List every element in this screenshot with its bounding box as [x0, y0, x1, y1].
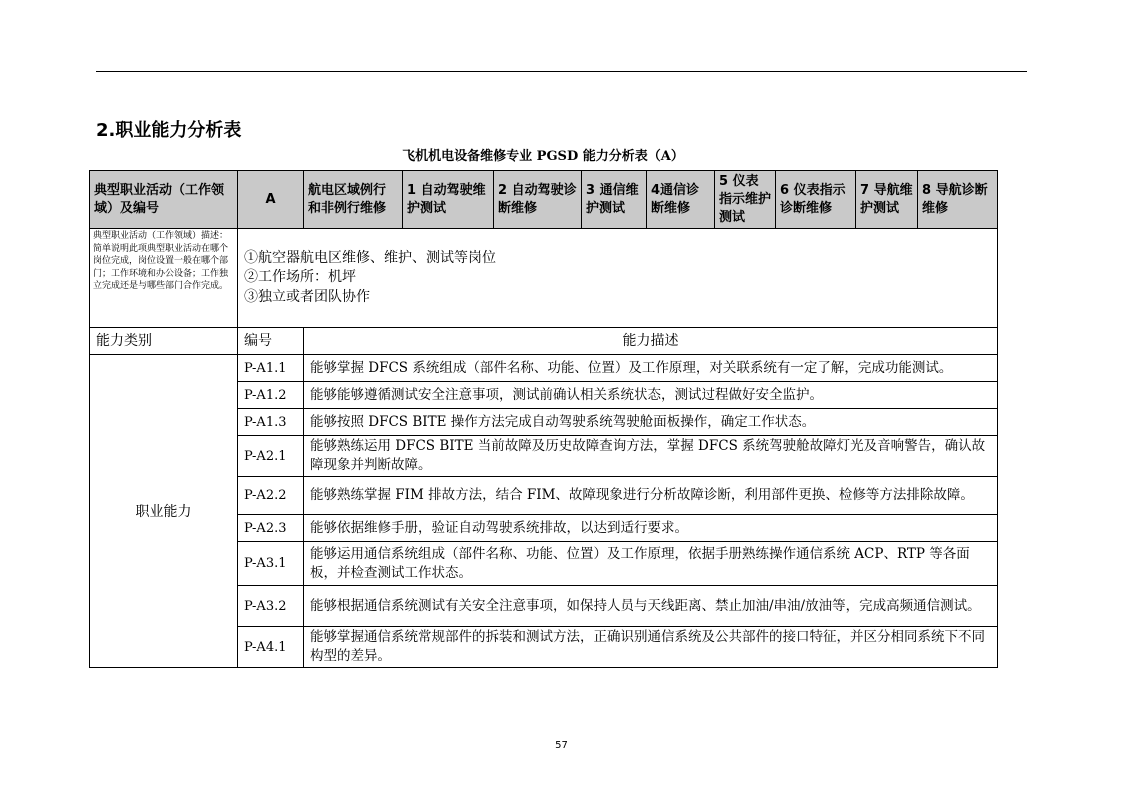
work-area-header-cell: 5 仪表指示维护测试 — [715, 171, 776, 229]
description-line: ③独立或者团队协作 — [244, 288, 370, 305]
ability-code: P-A1.2 — [238, 382, 304, 409]
work-area-header-cell: 4通信诊断维修 — [647, 171, 715, 229]
ability-description: 能够熟练运用 DFCS BITE 当前故障及历史故障查询方法，掌握 DFCS 系统驾驶舱故障灯光及音响警告，确认故障现象并判断故障。 — [304, 436, 998, 477]
table-title: 飞机机电设备维修专业 PGSD 能力分析表（A） — [402, 149, 684, 164]
ability-description: 能够掌握通信系统常规部件的拆装和测试方法，正确识别通信系统及公共部件的接口特征，并区分相同系统下不同构型的差异。 — [304, 627, 998, 668]
ability-header-cell: 能力描述 — [304, 328, 998, 355]
code-header-cell: 编号 — [238, 328, 304, 355]
ability-description: 能够依据维修手册，验证自动驾驶系统排故，以达到适行要求。 — [304, 515, 998, 542]
ability-description: 能够运用通信系统组成（部件名称、功能、位置）及工作原理，依据手册熟练操作通信系统 ACP、RTP 等各面板，并检查测试工作状态。 — [304, 542, 998, 586]
ability-description: 能够熟练掌握 FIM 排故方法，结合 FIM、故障现象进行分析故障诊断，利用部件更换、检修等方法排除故障。 — [304, 477, 998, 515]
work-area-header-cell: 1 自动驾驶维护测试 — [403, 171, 494, 229]
ability-code: P-A3.1 — [238, 542, 304, 586]
description-body-cell — [238, 229, 998, 328]
ability-code: P-A4.1 — [238, 627, 304, 668]
work-area-header-cell: 8 导航诊断维修 — [918, 171, 998, 229]
activity-code-cell: A — [238, 171, 304, 229]
table-header-row — [90, 171, 998, 229]
description-row — [90, 229, 998, 328]
header-rule — [96, 71, 1027, 72]
ability-code: P-A2.3 — [238, 515, 304, 542]
section-title: 2.职业能力分析表 — [96, 120, 242, 141]
work-area-header-cell: 2 自动驾驶诊断维修 — [494, 171, 582, 229]
ability-description: 能够按照 DFCS BITE 操作方法完成自动驾驶系统驾驶舱面板操作，确定工作状态。 — [304, 409, 998, 436]
ability-code: P-A1.3 — [238, 409, 304, 436]
description-label-cell: 典型职业活动（工作领域）描述：简单说明此项典型职业活动在哪个岗位完成，岗位设置一般在哪个部门；工作环境和办公设备；工作独立完成还是与哪些部门合作完成。 — [90, 229, 238, 328]
description-line: ②工作场所：机坪 — [244, 269, 356, 286]
page-number: 57 — [555, 740, 568, 751]
ability-description: 能够根据通信系统测试有关安全注意事项，如保持人员与天线距离、禁止加油/串油/放油等，完成高频通信测试。 — [304, 586, 998, 627]
category-cell: 职业能力 — [90, 355, 238, 668]
ability-code: P-A2.2 — [238, 477, 304, 515]
subheader-row — [90, 328, 998, 355]
work-area-header-cell: 航电区域例行和非例行维修 — [304, 171, 403, 229]
ability-description: 能够能够遵循测试安全注意事项，测试前确认相关系统状态，测试过程做好安全监护。 — [304, 382, 998, 409]
work-area-header-cell: 7 导航维护测试 — [856, 171, 918, 229]
ability-code: P-A3.2 — [238, 586, 304, 627]
category-header-cell: 能力类别 — [90, 328, 238, 355]
work-area-header-cell: 3 通信维护测试 — [582, 171, 647, 229]
ability-code: P-A2.1 — [238, 436, 304, 477]
activity-header-cell: 典型职业活动（工作领域）及编号 — [90, 171, 238, 229]
ability-code: P-A1.1 — [238, 355, 304, 382]
capability-analysis-table — [89, 170, 998, 668]
work-area-header-cell: 6 仪表指示诊断维修 — [776, 171, 856, 229]
ability-description: 能够掌握 DFCS 系统组成（部件名称、功能、位置）及工作原理，对关联系统有一定了解，完成功能测试。 — [304, 355, 998, 382]
description-line: ①航空器航电区维修、维护、测试等岗位 — [244, 249, 496, 266]
ability-row — [90, 355, 998, 382]
